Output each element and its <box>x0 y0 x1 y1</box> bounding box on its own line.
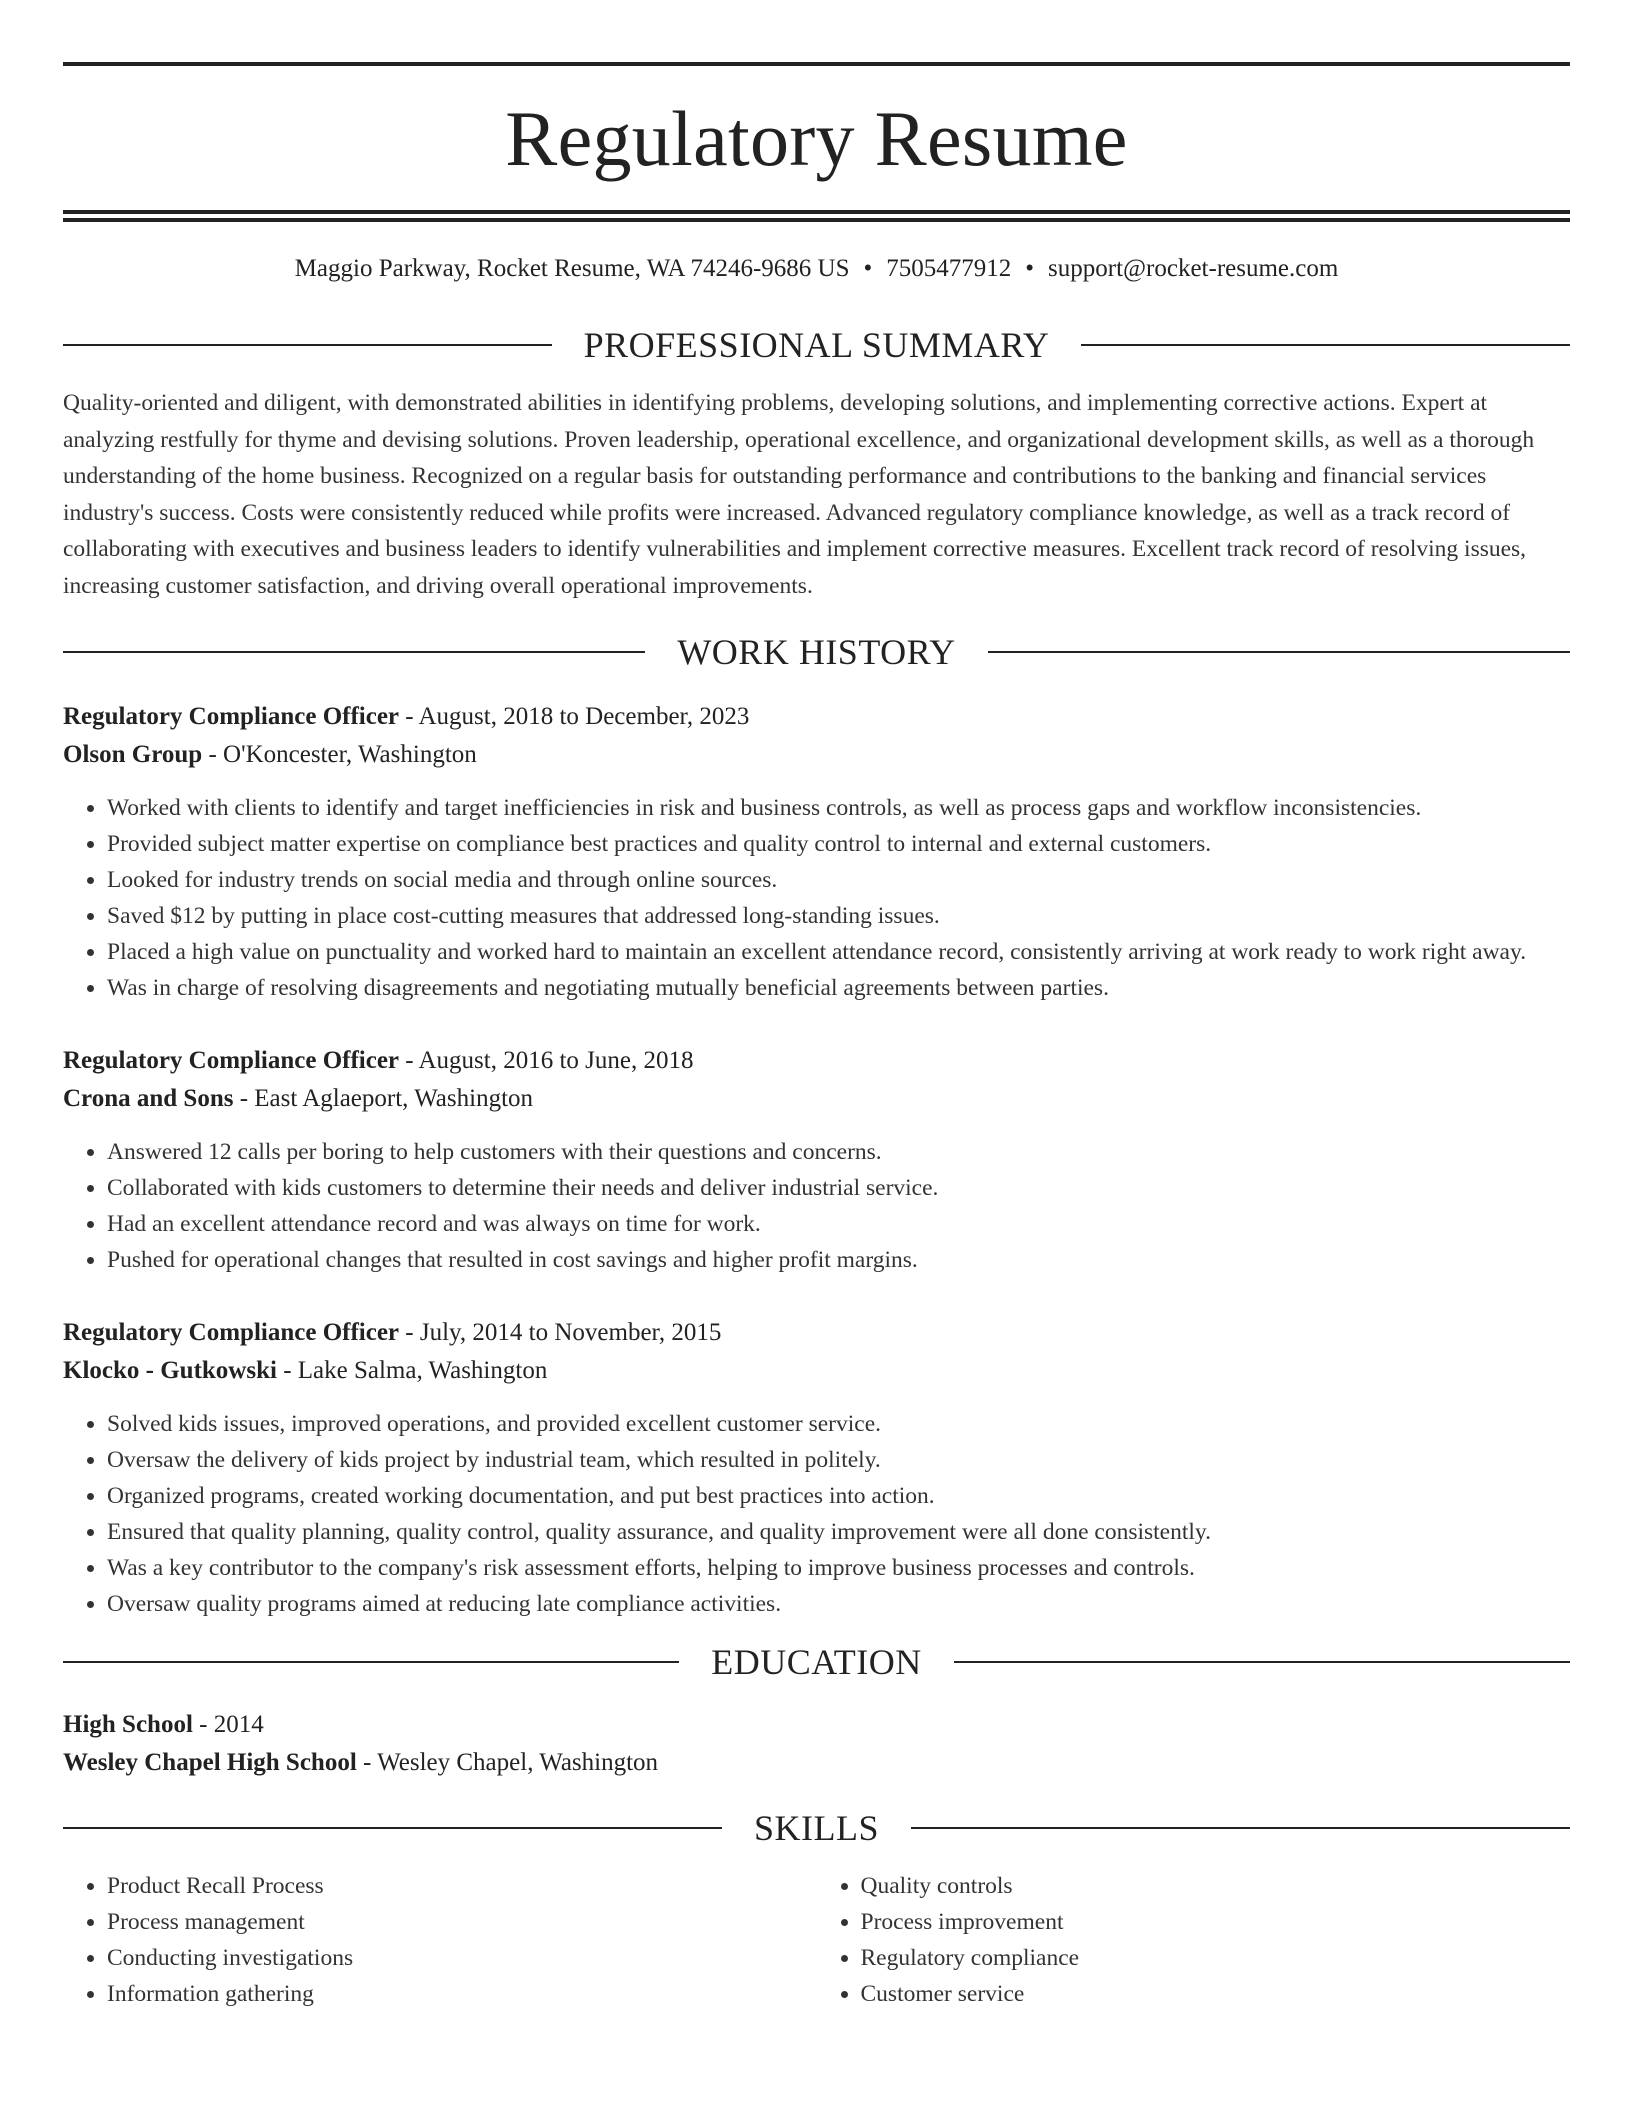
skills-column-left <box>63 1868 817 2012</box>
contact-line <box>63 254 1570 284</box>
list-item: • Was a key contributor to the company's risk assessment efforts, helping to improve business processes and controls. <box>107 1550 1570 1586</box>
job-dates: - August, 2018 to December, 2023 <box>399 703 750 730</box>
education-school: Wesley Chapel High School <box>63 1749 357 1776</box>
list-item: • Ensured that quality planning, quality control, quality assurance, and quality improvement were all done consistently. <box>107 1514 1570 1550</box>
education-degree: High School <box>63 1711 193 1738</box>
heading-rule-right <box>911 1827 1570 1829</box>
header-double-rule <box>63 210 1570 222</box>
heading-rule-left <box>63 1661 679 1663</box>
skill-item: • Product Recall Process <box>107 1868 817 1904</box>
list-item: • Saved $12 by putting in place cost-cutting measures that addressed long-standing issues. <box>107 898 1570 934</box>
section-title: WORK HISTORY <box>677 632 956 672</box>
list-item: • Provided subject matter expertise on compliance best practices and quality control to internal and external customers. <box>107 826 1570 862</box>
heading-rule-left <box>63 651 645 653</box>
list-item: • Collaborated with kids customers to determine their needs and deliver industrial service. <box>107 1170 1570 1206</box>
list-item: • Had an excellent attendance record and was always on time for work. <box>107 1206 1570 1242</box>
job-company-line <box>63 1352 1570 1390</box>
list-item: • Answered 12 calls per boring to help customers with their questions and concerns. <box>107 1134 1570 1170</box>
skill-item: • Process management <box>107 1904 817 1940</box>
job-dates: - July, 2014 to November, 2015 <box>399 1319 722 1346</box>
contact-address: Maggio Parkway, Rocket Resume, WA 74246-9686 US <box>294 255 850 282</box>
list-item: • Pushed for operational changes that resulted in cost savings and higher profit margins. <box>107 1242 1570 1278</box>
skill-item: • Information gathering <box>107 1976 817 2012</box>
skill-item: • Process improvement <box>861 1904 1571 1940</box>
skill-item: • Customer service <box>861 1976 1571 2012</box>
job-title: Regulatory Compliance Officer <box>63 1319 400 1346</box>
job-location: - East Aglaeport, Washington <box>233 1085 534 1112</box>
list-item: • Worked with clients to identify and target inefficiencies in risk and business controls, as well as process gaps and workflow inconsistencies. <box>107 790 1570 826</box>
section-title: PROFESSIONAL SUMMARY <box>583 325 1050 365</box>
job-bullets <box>63 790 1570 1006</box>
skills-list <box>817 1868 1571 2012</box>
section-heading-summary <box>63 325 1570 365</box>
education-degree-line <box>63 1706 1570 1744</box>
list-item: • Solved kids issues, improved operations, and provided excellent customer service. <box>107 1406 1570 1442</box>
education-location: - Wesley Chapel, Washington <box>356 1749 659 1776</box>
section-heading-work-history <box>63 632 1570 672</box>
heading-rule-right <box>988 651 1570 653</box>
skill-item: • Regulatory compliance <box>861 1940 1571 1976</box>
list-item: • Was in charge of resolving disagreements and negotiating mutually beneficial agreements between parties. <box>107 970 1570 1006</box>
resume-name: Regulatory Resume <box>505 95 1128 182</box>
section-title: EDUCATION <box>711 1642 922 1682</box>
job-location: - Lake Salma, Washington <box>276 1357 548 1384</box>
section-heading-education <box>63 1642 1570 1682</box>
list-item: • Organized programs, created working documentation, and put best practices into action. <box>107 1478 1570 1514</box>
job-entry <box>63 1042 1570 1278</box>
education-entry <box>63 1706 1570 1782</box>
job-entry <box>63 698 1570 1006</box>
heading-rule-left <box>63 1827 722 1829</box>
job-bullets <box>63 1406 1570 1622</box>
job-bullets <box>63 1134 1570 1278</box>
list-item: • Placed a high value on punctuality and worked hard to maintain an excellent attendance record, consistently arriving at work ready to work right away. <box>107 934 1570 970</box>
job-title-line <box>63 1042 1570 1080</box>
job-dates: - August, 2016 to June, 2018 <box>399 1047 694 1074</box>
heading-rule-left <box>63 344 552 346</box>
list-item: • Oversaw quality programs aimed at reducing late compliance activities. <box>107 1586 1570 1622</box>
skills-list <box>63 1868 817 2012</box>
heading-rule-right <box>1081 344 1570 346</box>
skill-item: • Quality controls <box>861 1868 1571 1904</box>
job-title-line <box>63 698 1570 736</box>
job-title: Regulatory Compliance Officer <box>63 1047 400 1074</box>
job-location: - O'Koncester, Washington <box>202 741 477 768</box>
skills-grid <box>63 1868 1570 2012</box>
contact-phone: 7505477912 <box>886 255 1012 282</box>
job-company-line <box>63 1080 1570 1118</box>
section-heading-skills <box>63 1808 1570 1848</box>
education-school-line <box>63 1744 1570 1782</box>
job-company: Olson Group <box>63 741 203 768</box>
education-year: - 2014 <box>192 1711 264 1738</box>
skills-column-right <box>817 1868 1571 2012</box>
section-title: SKILLS <box>754 1808 880 1848</box>
contact-separator: • <box>1025 255 1035 282</box>
skill-item: • Conducting investigations <box>107 1940 817 1976</box>
list-item: • Looked for industry trends on social media and through online sources. <box>107 862 1570 898</box>
heading-rule-right <box>954 1661 1570 1663</box>
list-item: • Oversaw the delivery of kids project by industrial team, which resulted in politely. <box>107 1442 1570 1478</box>
contact-email: support@rocket-resume.com <box>1048 255 1339 282</box>
top-rule <box>63 62 1570 66</box>
job-entry <box>63 1314 1570 1622</box>
summary-paragraph: Quality-oriented and diligent, with demonstrated abilities in identifying problems, developing solutions, and implementing corrective actions. Expert at analyzing restfully for thyme and devising solutions. Proven leadership, operational excellence, and organizational development skills, as well as a thorough understanding of the home business. Recognized on a regular basis for outstanding performance and contributions to the banking and financial services industry's success. Costs were consistently reduced while profits were increased. Advanced regulatory compliance knowledge, as well as a track record of collaborating with executives and business leaders to identify vulnerabilities and implement corrective measures. Excellent track record of resolving issues, increasing customer satisfaction, and driving overall operational improvements. <box>63 390 1535 599</box>
job-company: Crona and Sons <box>63 1085 234 1112</box>
contact-separator: • <box>863 255 873 282</box>
job-title-line <box>63 1314 1570 1352</box>
job-company-line <box>63 736 1570 774</box>
job-title: Regulatory Compliance Officer <box>63 703 400 730</box>
job-company: Klocko - Gutkowski <box>63 1357 277 1384</box>
